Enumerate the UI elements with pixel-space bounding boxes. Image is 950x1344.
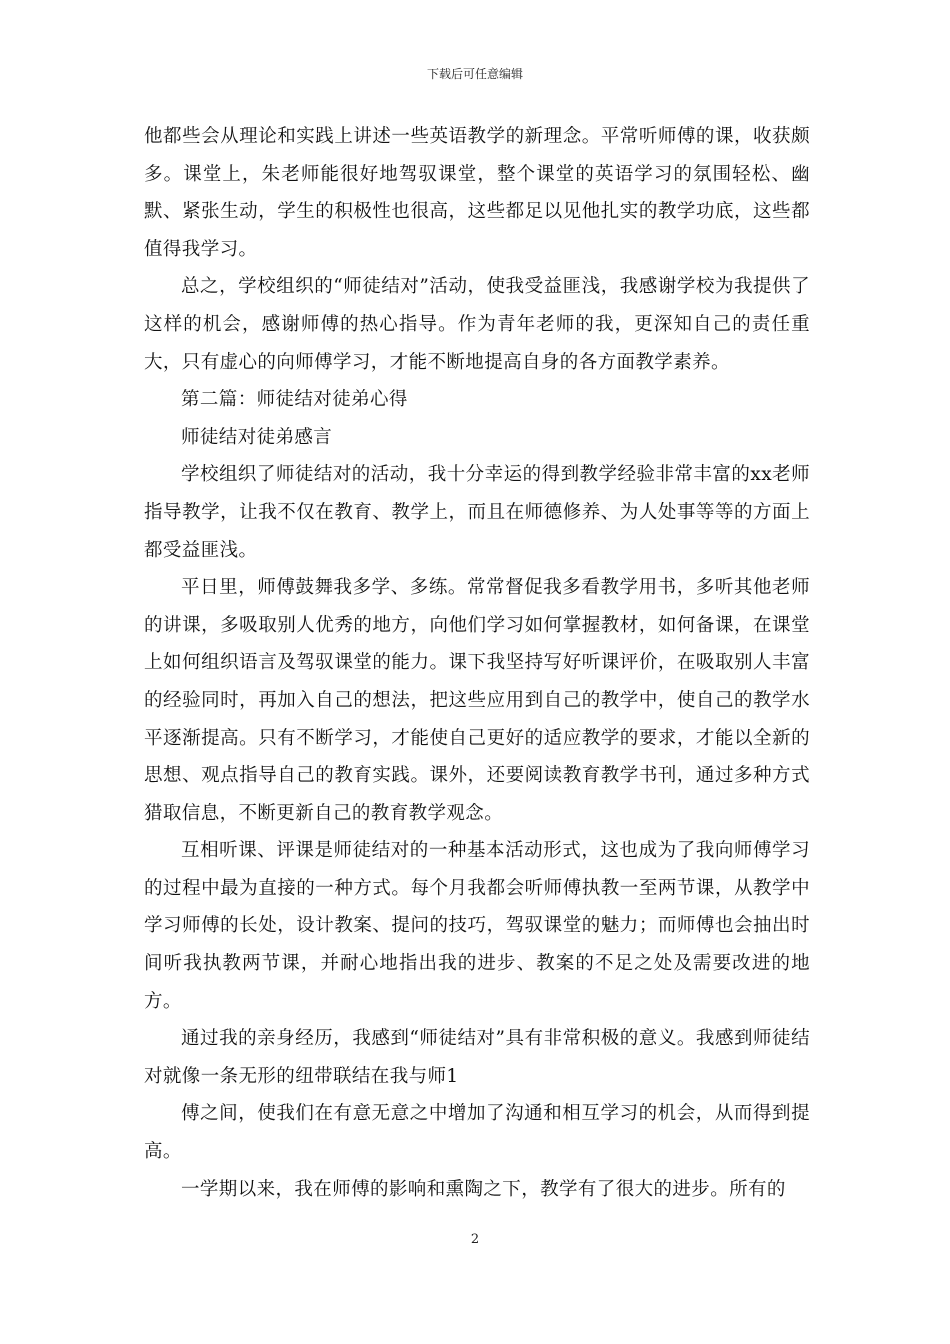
page-header: 下载后可任意编辑 [426,67,523,81]
paragraph-continued: 他都些会从理论和实践上讲述一些英语教学的新理念。平常听师傅的课，收获颇多。课堂上，朱老师能很好地驾驭课堂，整个课堂的英语学习的氛围轻松、幽默、紧张生动，学生的积极性也很高，这些都足以见他扎实的教学功底，这些都值得我学习。 [144,126,810,260]
section-heading: 第二篇：师徒结对徒弟心得 [181,389,408,411]
paragraph: 一学期以来，我在师傅的影响和熏陶之下，教学有了很大的进步。所有的 [181,1178,786,1200]
document-body [144,118,810,1208]
section-subtitle: 师徒结对徒弟感言 [181,426,333,448]
paragraph: 学校组织了师徒结对的活动，我十分幸运的得到教学经验非常丰富的xx老师指导教学，让我不仅在教育、教学上，而且在师德修养、为人处事等等的方面上都受益匪浅。 [144,464,810,561]
paragraph: 傅之间，使我们在有意无意之中增加了沟通和相互学习的机会，从而得到提高。 [144,1103,810,1163]
paragraph: 通过我的亲身经历，我感到“师徒结对”具有非常积极的意义。我感到师徒结对就像一条无形的纽带联结在我与师1 [144,1028,810,1087]
page-number: 2 [470,1232,480,1247]
paragraph: 互相听课、评课是师徒结对的一种基本活动形式，这也成为了我向师傅学习的过程中最为直接的一种方式。每个月我都会听师傅执教一至两节课，从教学中学习师傅的长处，设计教案、提问的技巧，驾驭课堂的魅力；而师傅也会抽出时间听我执教两节课，并耐心地指出我的进步、教案的不足之处及需要改进的地方。 [144,840,810,1012]
paragraph: 总之，学校组织的“师徒结对”活动，使我受益匪浅，我感谢学校为我提供了这样的机会，感谢师傅的热心指导。作为青年老师的我，更深知自己的责任重大，只有虚心的向师傅学习，才能不断地提高自身的各方面教学素养。 [144,276,810,373]
paragraph: 平日里，师傅鼓舞我多学、多练。常常督促我多看教学用书，多听其他老师的讲课，多吸取别人优秀的地方，向他们学习如何掌握教材，如何备课，在课堂上如何组织语言及驾驭课堂的能力。课下我坚持写好听课评价，在吸取别人丰富的经验同时，再加入自己的想法，把这些应用到自己的教学中，使自己的教学水平逐渐提高。只有不断学习，才能使自己更好的适应教学的要求，才能以全新的思想、观点指导自己的教育实践。课外，还要阅读教育教学书刊，通过多种方式猎取信息，不断更新自己的教育教学观念。 [144,577,810,824]
